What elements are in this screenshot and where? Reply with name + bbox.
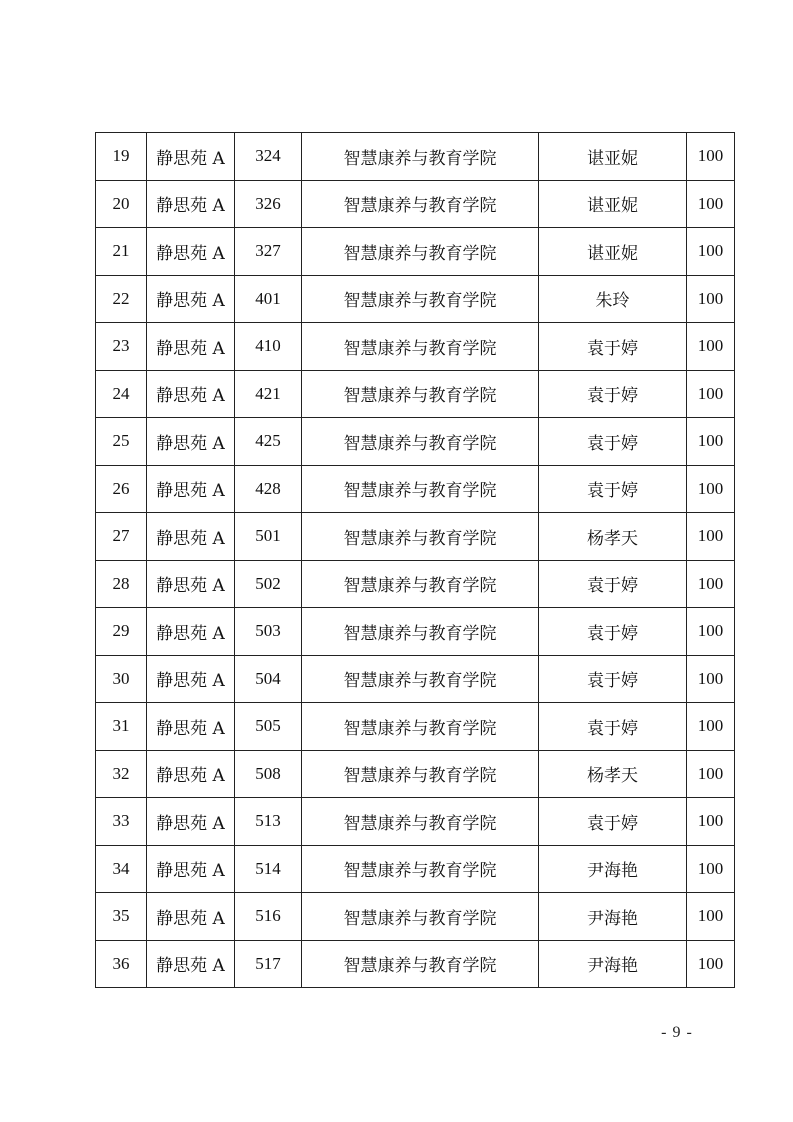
row-number-cell: 31 (96, 703, 147, 751)
score-cell: 100 (687, 560, 735, 608)
score-cell: 100 (687, 703, 735, 751)
responsible-person-cell: 袁于婷 (539, 418, 687, 466)
building-cell: 静思苑 A (147, 323, 235, 371)
building-cell: 静思苑 A (147, 513, 235, 561)
room-number-cell: 516 (235, 893, 302, 941)
college-cell: 智慧康养与教育学院 (302, 940, 539, 988)
row-number-cell: 36 (96, 940, 147, 988)
college-cell: 智慧康养与教育学院 (302, 418, 539, 466)
college-cell: 智慧康养与教育学院 (302, 133, 539, 181)
room-number-cell: 425 (235, 418, 302, 466)
score-cell: 100 (687, 750, 735, 798)
responsible-person-cell: 袁于婷 (539, 798, 687, 846)
responsible-person-cell: 尹海艳 (539, 940, 687, 988)
building-cell: 静思苑 A (147, 798, 235, 846)
room-number-cell: 410 (235, 323, 302, 371)
row-number-cell: 28 (96, 560, 147, 608)
row-number-cell: 23 (96, 323, 147, 371)
responsible-person-cell: 杨孝天 (539, 750, 687, 798)
score-cell: 100 (687, 798, 735, 846)
college-cell: 智慧康养与教育学院 (302, 608, 539, 656)
responsible-person-cell: 袁于婷 (539, 608, 687, 656)
room-number-cell: 324 (235, 133, 302, 181)
table-row (96, 180, 735, 228)
score-cell: 100 (687, 893, 735, 941)
responsible-person-cell: 谌亚妮 (539, 228, 687, 276)
table-row (96, 323, 735, 371)
responsible-person-cell: 谌亚妮 (539, 133, 687, 181)
college-cell: 智慧康养与教育学院 (302, 228, 539, 276)
room-number-cell: 327 (235, 228, 302, 276)
score-cell: 100 (687, 513, 735, 561)
row-number-cell: 19 (96, 133, 147, 181)
college-cell: 智慧康养与教育学院 (302, 180, 539, 228)
table-row (96, 750, 735, 798)
college-cell: 智慧康养与教育学院 (302, 275, 539, 323)
room-number-cell: 326 (235, 180, 302, 228)
building-cell: 静思苑 A (147, 275, 235, 323)
room-number-cell: 428 (235, 465, 302, 513)
table-row (96, 798, 735, 846)
score-cell: 100 (687, 228, 735, 276)
college-cell: 智慧康养与教育学院 (302, 560, 539, 608)
responsible-person-cell: 尹海艳 (539, 893, 687, 941)
room-number-cell: 504 (235, 655, 302, 703)
responsible-person-cell: 袁于婷 (539, 370, 687, 418)
responsible-person-cell: 袁于婷 (539, 560, 687, 608)
responsible-person-cell: 尹海艳 (539, 845, 687, 893)
score-cell: 100 (687, 608, 735, 656)
table-row (96, 275, 735, 323)
building-cell: 静思苑 A (147, 133, 235, 181)
building-cell: 静思苑 A (147, 465, 235, 513)
row-number-cell: 26 (96, 465, 147, 513)
row-number-cell: 25 (96, 418, 147, 466)
room-number-cell: 502 (235, 560, 302, 608)
row-number-cell: 20 (96, 180, 147, 228)
table-row (96, 655, 735, 703)
score-cell: 100 (687, 418, 735, 466)
row-number-cell: 27 (96, 513, 147, 561)
building-cell: 静思苑 A (147, 750, 235, 798)
score-cell: 100 (687, 323, 735, 371)
score-cell: 100 (687, 133, 735, 181)
college-cell: 智慧康养与教育学院 (302, 655, 539, 703)
building-cell: 静思苑 A (147, 940, 235, 988)
page-number: - 9 - (661, 1024, 693, 1041)
room-number-cell: 421 (235, 370, 302, 418)
room-number-cell: 517 (235, 940, 302, 988)
score-cell: 100 (687, 465, 735, 513)
table-body (96, 133, 735, 988)
score-cell: 100 (687, 940, 735, 988)
responsible-person-cell: 朱玲 (539, 275, 687, 323)
college-cell: 智慧康养与教育学院 (302, 370, 539, 418)
row-number-cell: 21 (96, 228, 147, 276)
college-cell: 智慧康养与教育学院 (302, 323, 539, 371)
building-cell: 静思苑 A (147, 370, 235, 418)
responsible-person-cell: 袁于婷 (539, 655, 687, 703)
college-cell: 智慧康养与教育学院 (302, 798, 539, 846)
table-row (96, 418, 735, 466)
responsible-person-cell: 袁于婷 (539, 703, 687, 751)
score-cell: 100 (687, 370, 735, 418)
building-cell: 静思苑 A (147, 703, 235, 751)
room-number-cell: 503 (235, 608, 302, 656)
responsible-person-cell: 袁于婷 (539, 465, 687, 513)
college-cell: 智慧康养与教育学院 (302, 893, 539, 941)
college-cell: 智慧康养与教育学院 (302, 703, 539, 751)
room-number-cell: 505 (235, 703, 302, 751)
building-cell: 静思苑 A (147, 655, 235, 703)
row-number-cell: 33 (96, 798, 147, 846)
table-row (96, 940, 735, 988)
table-row (96, 560, 735, 608)
responsible-person-cell: 袁于婷 (539, 323, 687, 371)
score-cell: 100 (687, 845, 735, 893)
building-cell: 静思苑 A (147, 228, 235, 276)
row-number-cell: 30 (96, 655, 147, 703)
college-cell: 智慧康养与教育学院 (302, 750, 539, 798)
row-number-cell: 29 (96, 608, 147, 656)
table-row (96, 513, 735, 561)
college-cell: 智慧康养与教育学院 (302, 465, 539, 513)
room-number-cell: 501 (235, 513, 302, 561)
score-cell: 100 (687, 275, 735, 323)
score-cell: 100 (687, 655, 735, 703)
table-row (96, 465, 735, 513)
building-cell: 静思苑 A (147, 893, 235, 941)
row-number-cell: 22 (96, 275, 147, 323)
room-number-cell: 401 (235, 275, 302, 323)
room-number-cell: 508 (235, 750, 302, 798)
dormitory-score-table (95, 132, 735, 988)
building-cell: 静思苑 A (147, 418, 235, 466)
row-number-cell: 34 (96, 845, 147, 893)
row-number-cell: 24 (96, 370, 147, 418)
building-cell: 静思苑 A (147, 560, 235, 608)
room-number-cell: 514 (235, 845, 302, 893)
score-cell: 100 (687, 180, 735, 228)
building-cell: 静思苑 A (147, 845, 235, 893)
building-cell: 静思苑 A (147, 180, 235, 228)
college-cell: 智慧康养与教育学院 (302, 845, 539, 893)
row-number-cell: 32 (96, 750, 147, 798)
table-row (96, 893, 735, 941)
table-row (96, 608, 735, 656)
responsible-person-cell: 谌亚妮 (539, 180, 687, 228)
row-number-cell: 35 (96, 893, 147, 941)
table-row (96, 703, 735, 751)
college-cell: 智慧康养与教育学院 (302, 513, 539, 561)
room-number-cell: 513 (235, 798, 302, 846)
table-row (96, 133, 735, 181)
table-row (96, 370, 735, 418)
table-row (96, 845, 735, 893)
table-row (96, 228, 735, 276)
responsible-person-cell: 杨孝天 (539, 513, 687, 561)
building-cell: 静思苑 A (147, 608, 235, 656)
